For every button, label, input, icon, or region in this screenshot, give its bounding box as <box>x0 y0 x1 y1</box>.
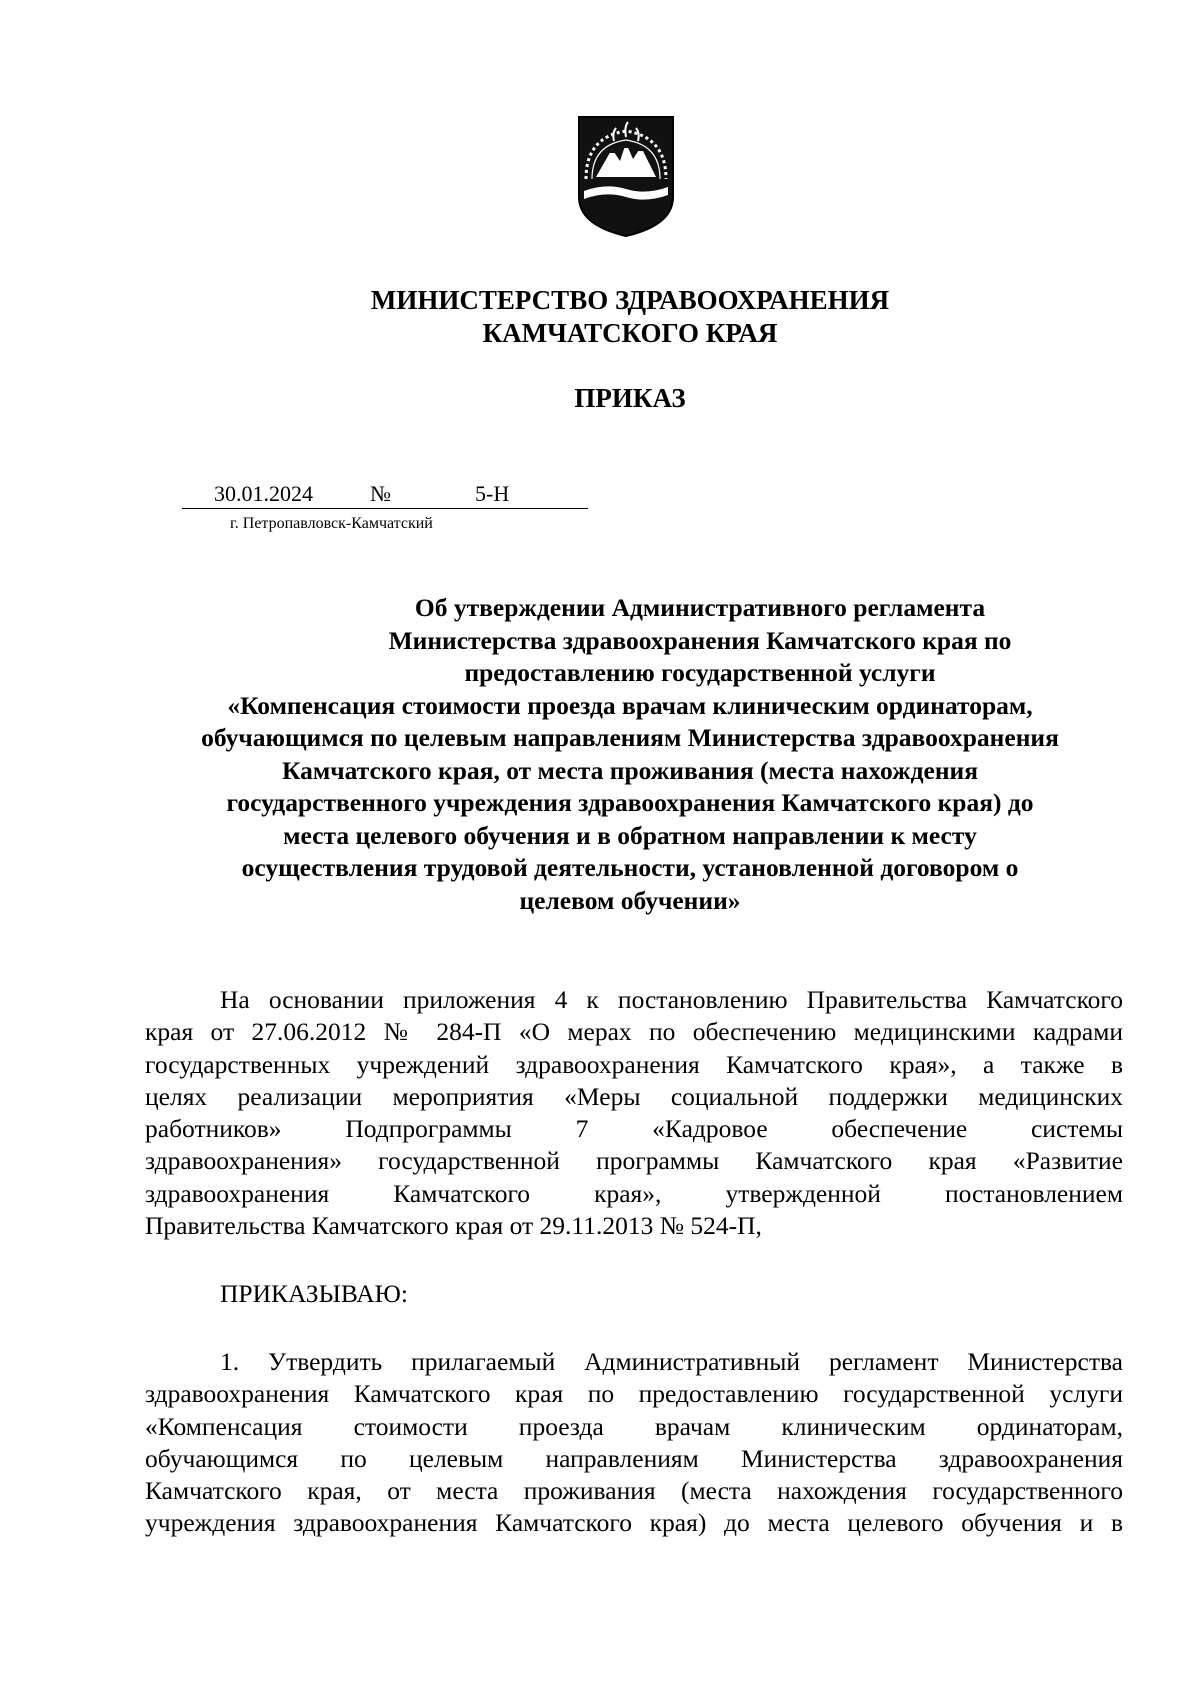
paragraph-line: края от 27.06.2012 № 284-П «О мерах по обеспечению медицинскими кадрами <box>145 1017 1123 1047</box>
title-line: осуществления трудовой деятельности, установленной договором о <box>241 853 1019 882</box>
paragraph-line: обучающимся по целевым направлениям Министерства здравоохранения <box>145 1443 1123 1473</box>
paragraph-line: здравоохранения Камчатского края», утвержденной постановлением <box>145 1178 1123 1208</box>
document-title <box>100 592 1160 917</box>
title-line: Камчатского края, от места проживания (места нахождения <box>281 755 979 785</box>
title-line: места целевого обучения и в обратном направлении к месту <box>283 820 977 850</box>
paragraph-line: «Компенсация стоимости проезда врачам клиническим ординаторам, <box>145 1411 1123 1441</box>
ministry-name-line-2: КАМЧАТСКОГО КРАЯ <box>482 318 778 348</box>
document-type: ПРИКАЗ <box>574 383 686 413</box>
paragraph-line: 1. Утвердить прилагаемый Административный регламент Министерства <box>220 1347 1123 1376</box>
basis-paragraph <box>145 984 1123 1242</box>
paragraph-line: целях реализации мероприятия «Меры социальной поддержки медицинских <box>145 1081 1123 1111</box>
order-word: ПРИКАЗЫВАЮ: <box>220 1279 408 1308</box>
title-line: Об утверждении Административного регламента <box>414 593 986 622</box>
title-line: целевом обучении» <box>519 885 741 915</box>
issue-city: г. Петропавловск-Камчатский <box>230 515 433 532</box>
paragraph-line: здравоохранения» государственной программы Камчатского края «Развитие <box>145 1146 1123 1176</box>
paragraph-line: На основании приложения 4 к постановлению Правительства Камчатского <box>220 985 1123 1014</box>
paragraph-line: Правительства Камчатского края от 29.11.2013 № 524-П, <box>145 1211 762 1241</box>
paragraph-line: здравоохранения Камчатского края по предоставлению государственной услуги <box>145 1379 1123 1409</box>
order-number: 5-Н <box>475 481 510 506</box>
ministry-name-line-1: МИНИСТЕРСТВО ЗДРАВООХРАНЕНИЯ <box>370 285 890 315</box>
title-line: Министерства здравоохранения Камчатского края по <box>388 625 1012 655</box>
paragraph-line: учреждения здравоохранения Камчатского края) до места целевого обучения и в <box>145 1508 1123 1538</box>
title-line: государственного учреждения здравоохранения Камчатского края) до <box>226 788 1034 817</box>
paragraph-line: Камчатского края, от места проживания (места нахождения государственного <box>145 1476 1123 1506</box>
item-1-paragraph <box>145 1346 1123 1540</box>
kamchatka-coat-of-arms-icon <box>576 113 676 239</box>
paragraph-line: государственных учреждений здравоохранения Камчатского края», а также в <box>145 1049 1123 1079</box>
paragraph-line: работников» Подпрограммы 7 «Кадровое обеспечение системы <box>145 1114 1123 1144</box>
title-line: «Компенсация стоимости проезда врачам клиническим ординаторам, <box>227 690 1033 720</box>
title-line: предоставлению государственной услуги <box>464 658 936 687</box>
number-sign: № <box>370 481 391 506</box>
registration-line <box>182 482 588 509</box>
title-line: обучающимся по целевым направлениям Министерства здравоохранения <box>201 723 1059 752</box>
order-date: 30.01.2024 <box>214 481 313 506</box>
